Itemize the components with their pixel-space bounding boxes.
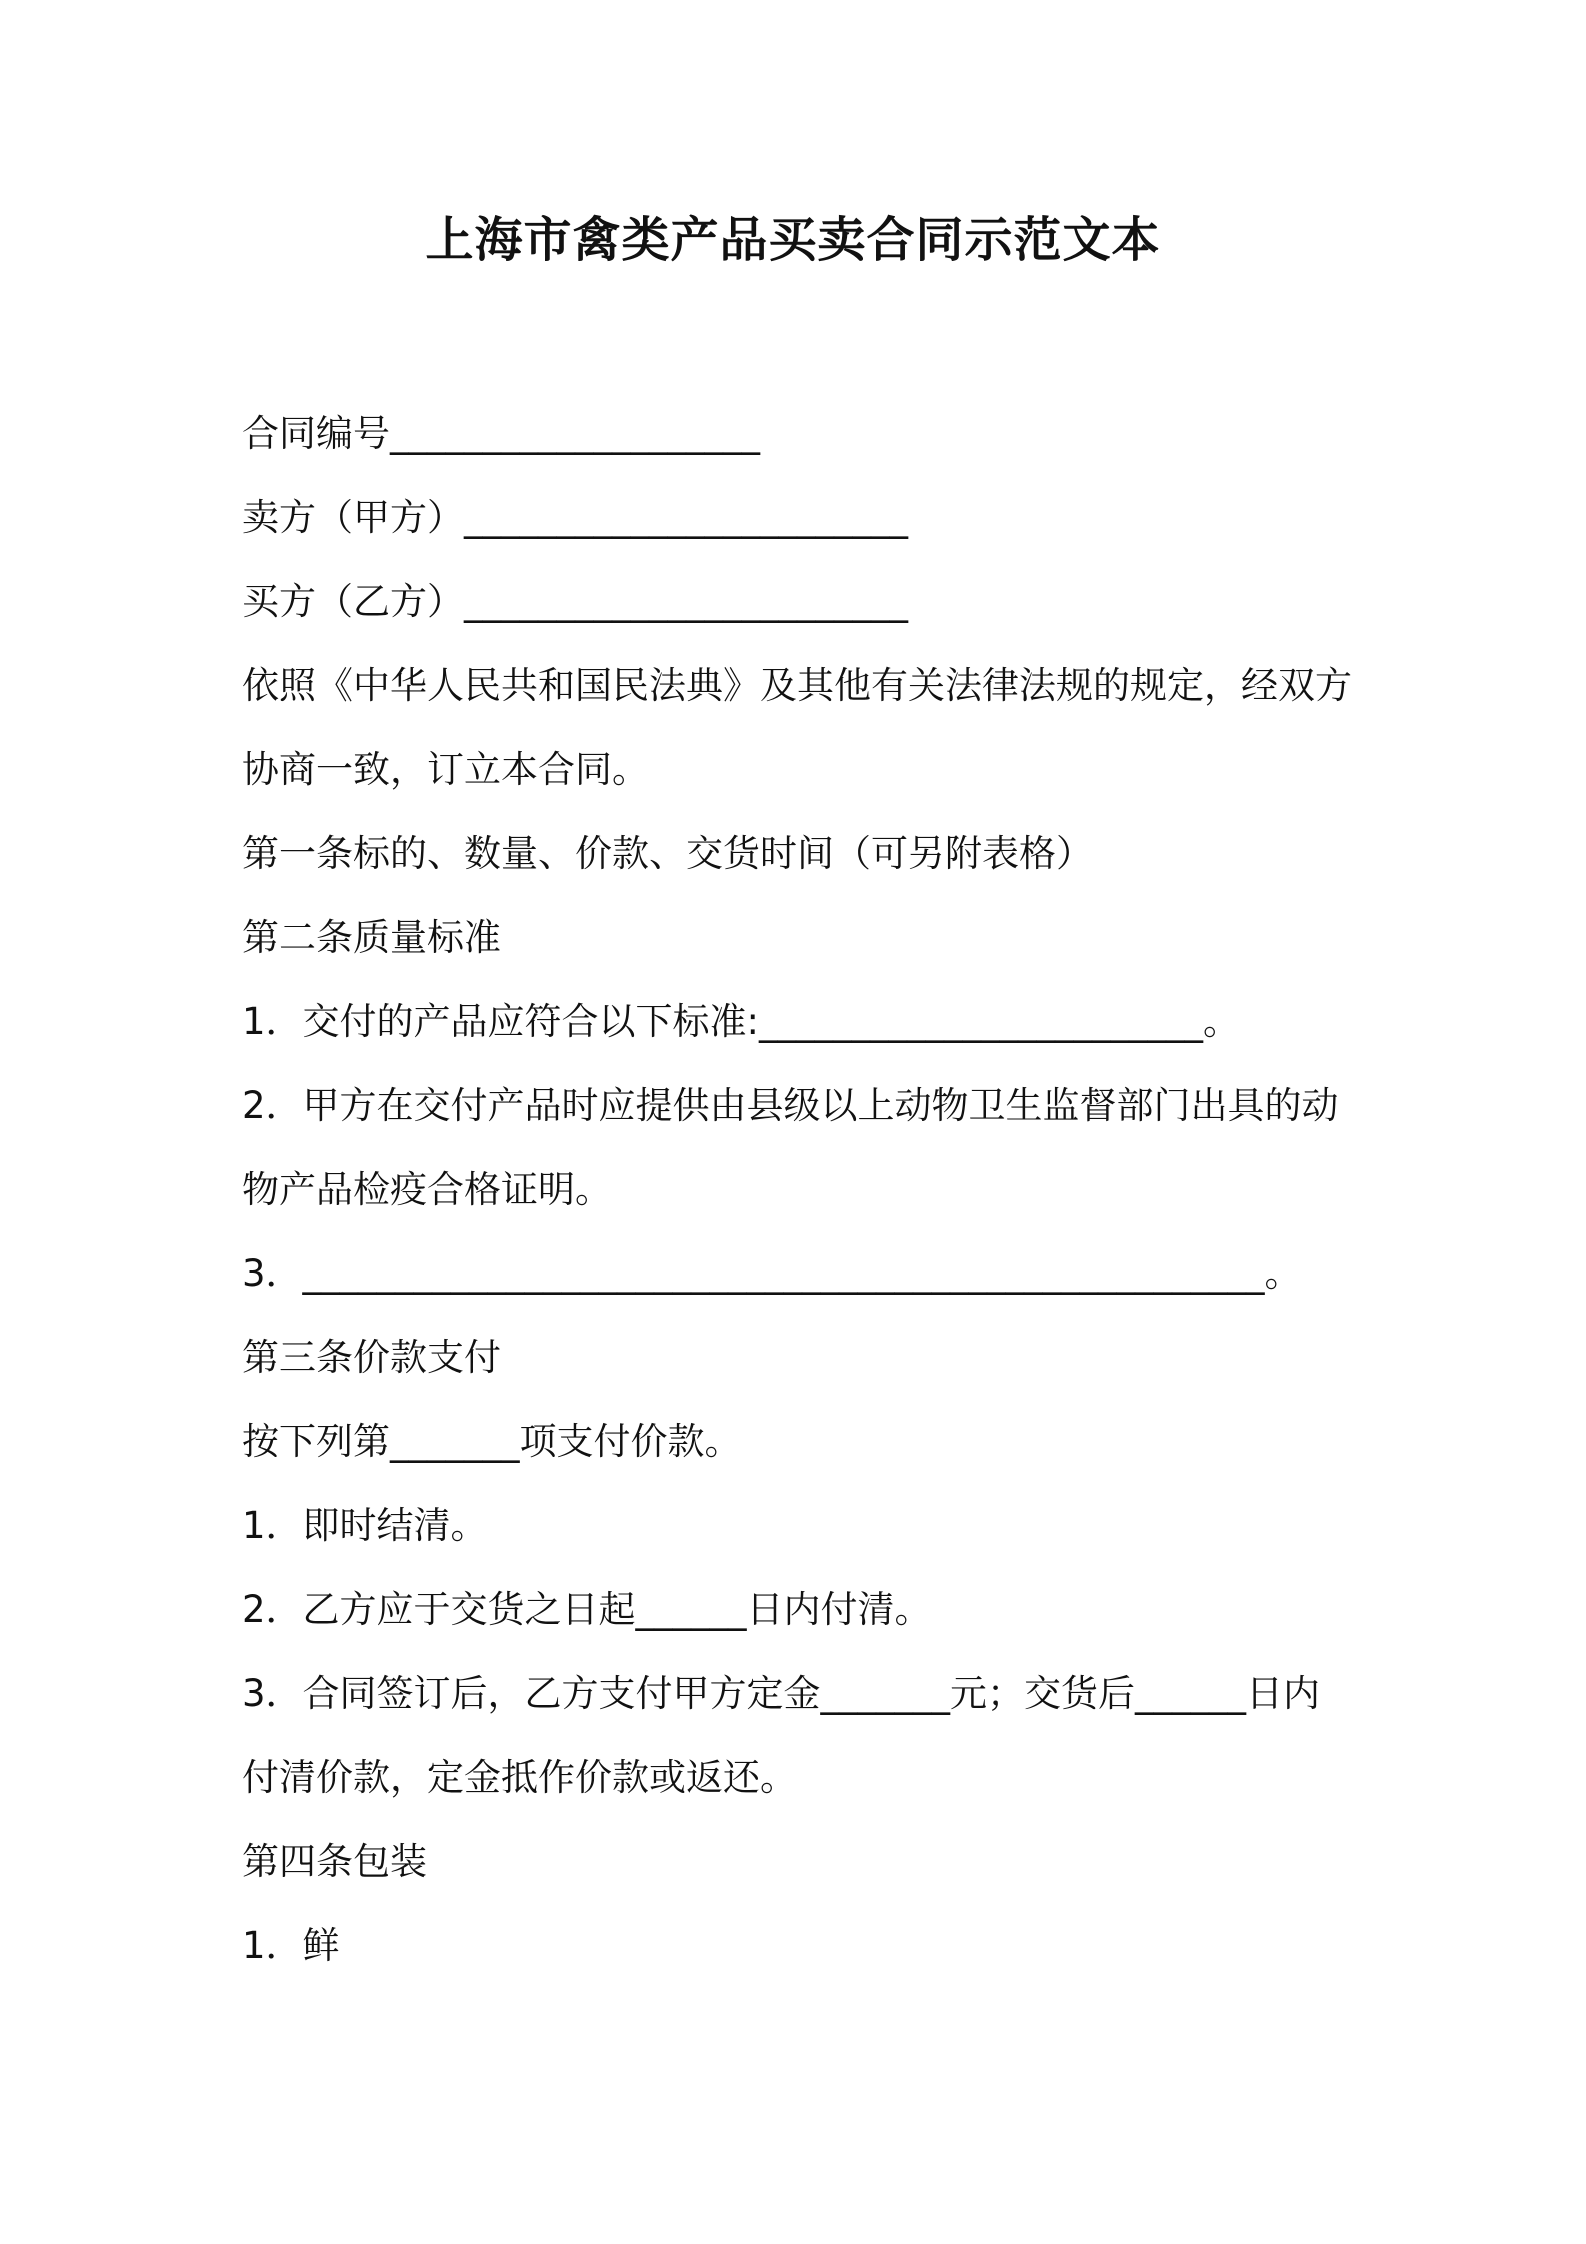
article-1-heading: 第一条标的、数量、价款、交货时间（可另附表格） bbox=[242, 832, 1093, 875]
seller-line: 卖方（甲方）________________________ bbox=[242, 496, 908, 539]
article-3-item-3-line-1: 3．合同签订后，乙方支付甲方定金_______元；交货后______日内 bbox=[242, 1672, 1321, 1715]
contract-number-line: 合同编号____________________ bbox=[242, 412, 760, 455]
buyer-line: 买方（乙方）________________________ bbox=[242, 580, 908, 623]
preamble-line-1: 依照《中华人民共和国民法典》及其他有关法律法规的规定，经双方 bbox=[242, 664, 1352, 707]
article-3-item-3-line-2: 付清价款，定金抵作价款或返还。 bbox=[242, 1756, 797, 1799]
preamble-line-2: 协商一致，订立本合同。 bbox=[242, 748, 649, 791]
article-2-item-2-line-1: 2．甲方在交付产品时应提供由县级以上动物卫生监督部门出具的动 bbox=[242, 1084, 1339, 1127]
article-2-item-1: 1．交付的产品应符合以下标准:________________________。 bbox=[242, 1000, 1241, 1043]
document-title: 上海市禽类产品买卖合同示范文本 bbox=[425, 212, 1161, 268]
article-3-item-2: 2．乙方应于交货之日起______日内付清。 bbox=[242, 1588, 932, 1631]
article-2-item-3: 3．____________________________________________________。 bbox=[242, 1252, 1302, 1295]
article-4-item-1: 1．鲜 bbox=[242, 1924, 340, 1967]
article-2-item-2-line-2: 物产品检疫合格证明。 bbox=[242, 1168, 612, 1211]
article-3-heading: 第三条价款支付 bbox=[242, 1336, 501, 1379]
payment-option-line: 按下列第_______项支付价款。 bbox=[242, 1420, 742, 1463]
article-2-heading: 第二条质量标准 bbox=[242, 916, 501, 959]
article-4-heading: 第四条包装 bbox=[242, 1840, 427, 1883]
article-3-item-1: 1．即时结清。 bbox=[242, 1504, 488, 1547]
